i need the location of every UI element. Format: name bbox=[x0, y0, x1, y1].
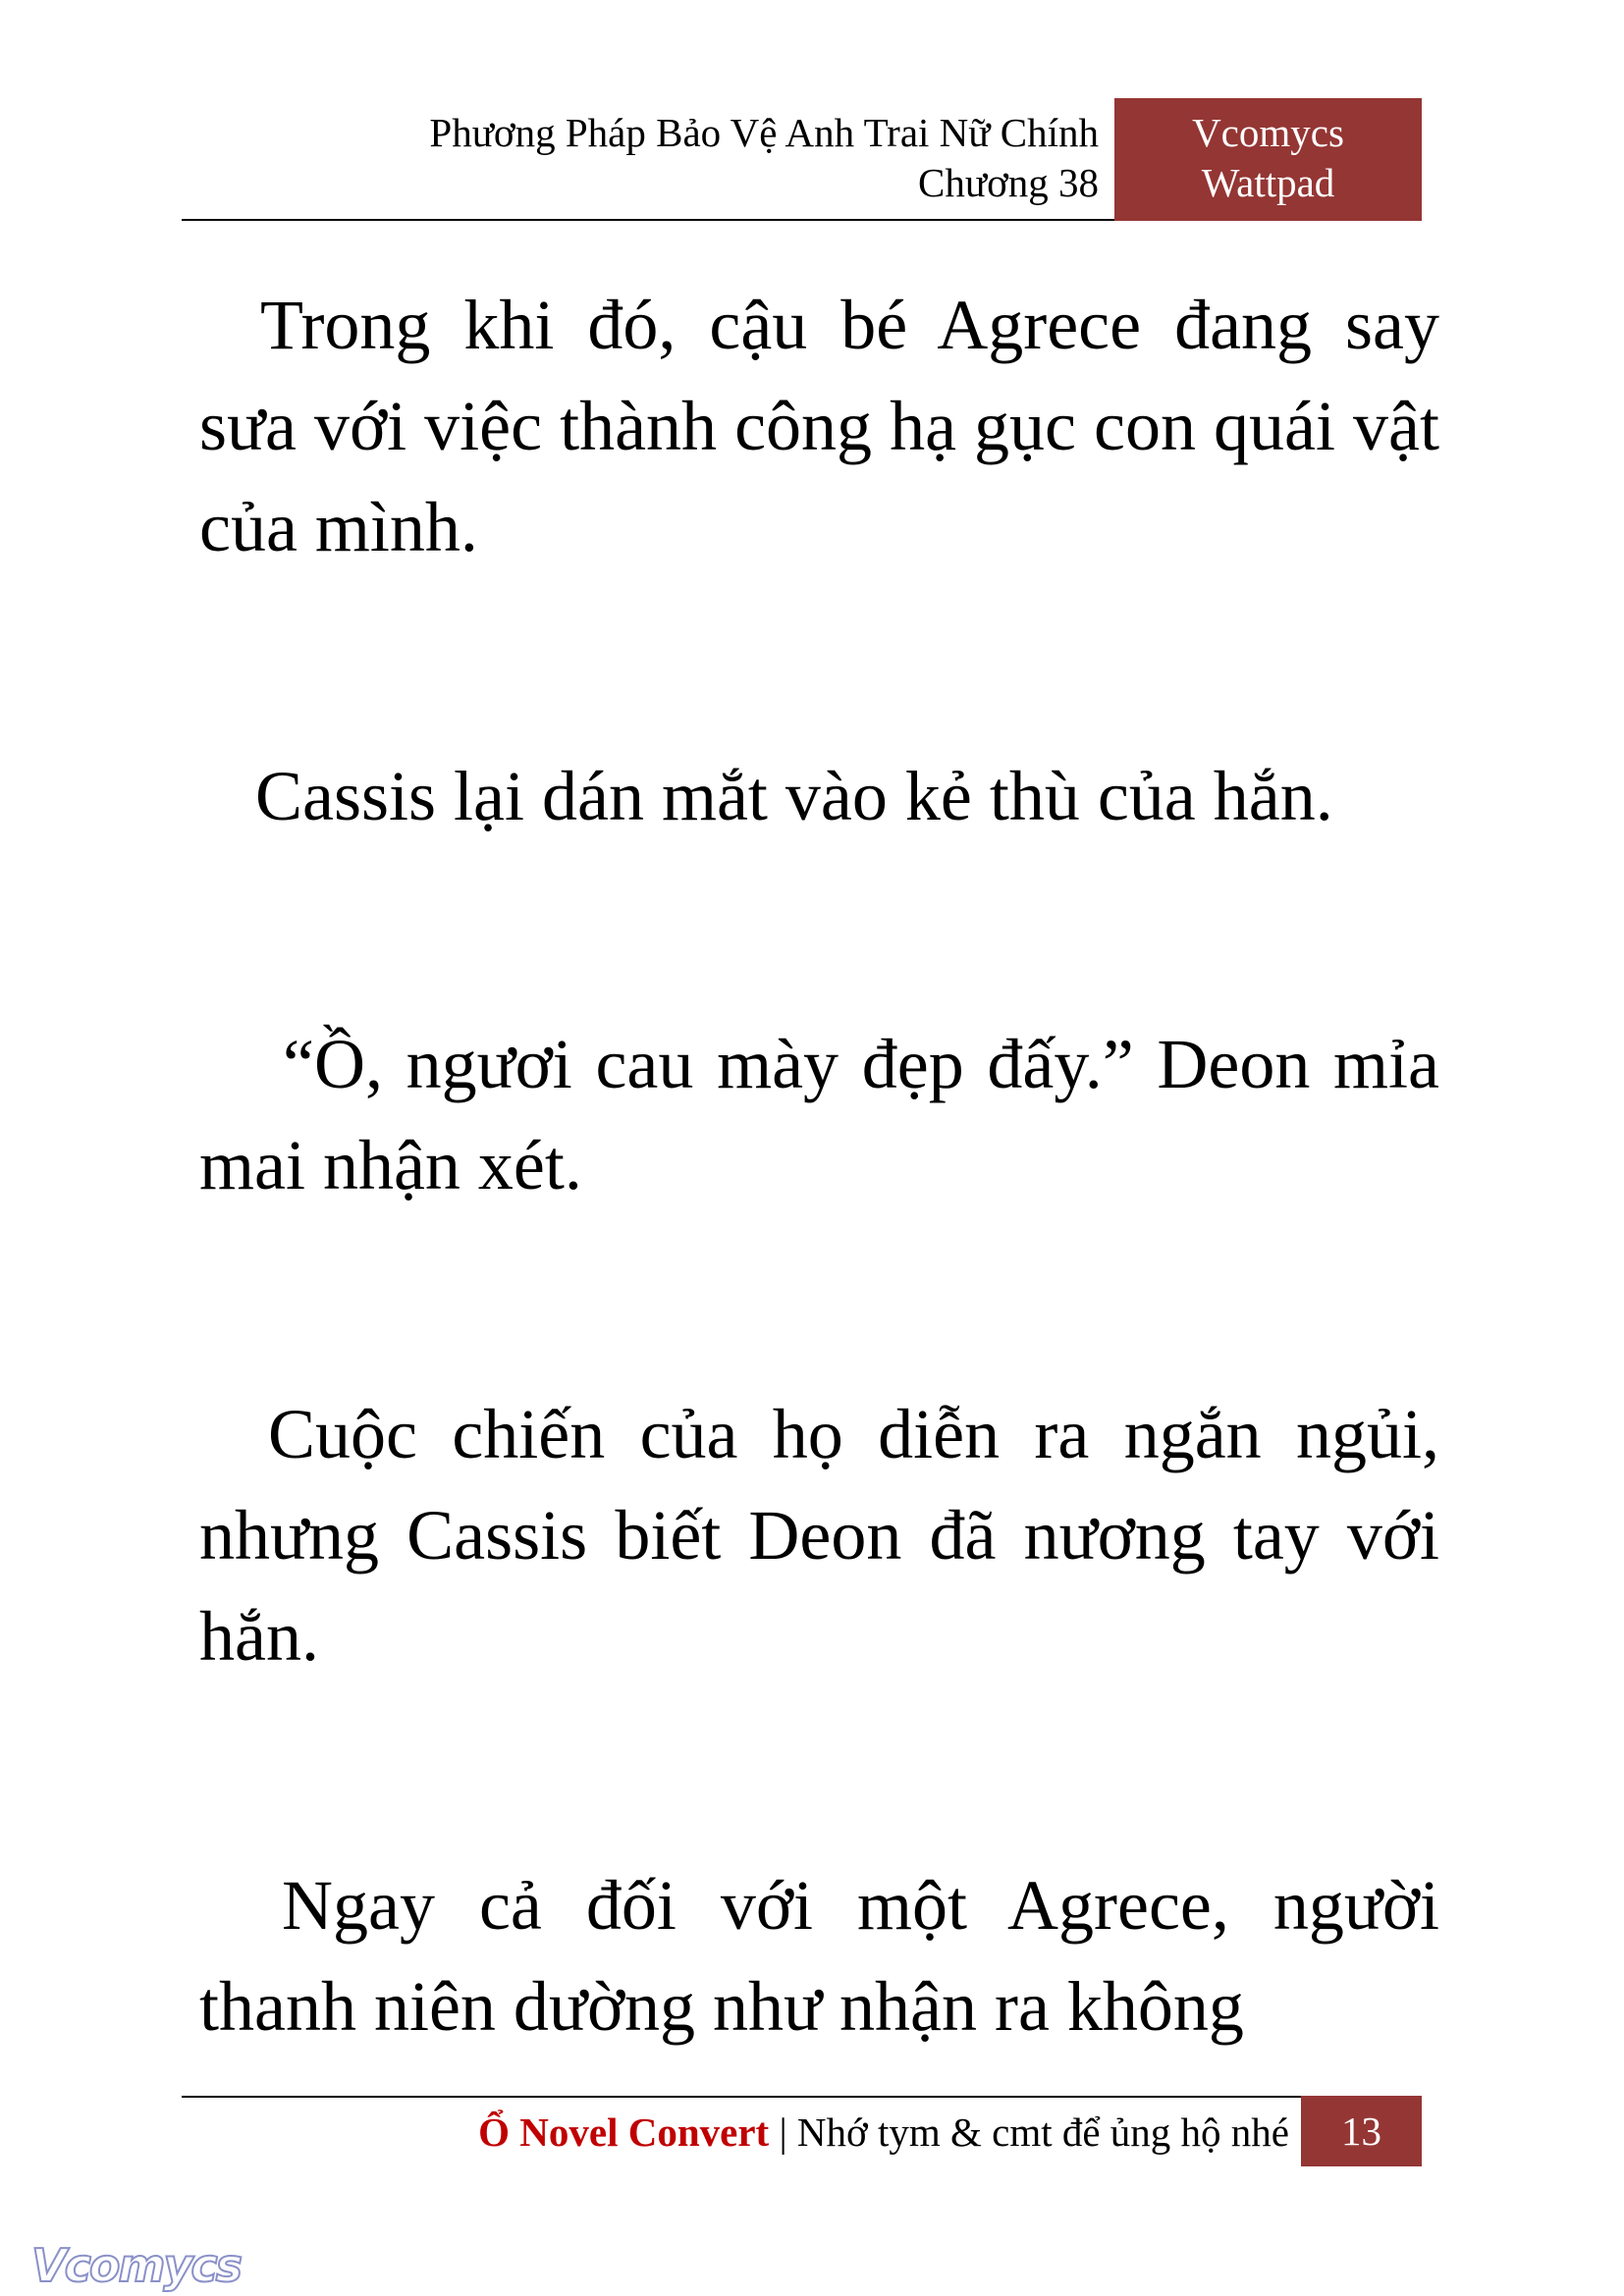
badge-line-vcomycs: Vcomycs bbox=[1192, 110, 1344, 155]
paragraph: Cassis lại dán mắt vào kẻ thù của hắn. bbox=[255, 757, 1333, 835]
header-title-block bbox=[182, 98, 1114, 220]
header-rule bbox=[182, 219, 1114, 221]
footer-text bbox=[478, 2106, 1289, 2160]
paragraph: “Ồ, ngươi cau mày đẹp đấy.” Deon mỉa mai nhận xét. bbox=[199, 1025, 1439, 1204]
footer-separator: | bbox=[779, 2109, 787, 2155]
chapter-body bbox=[199, 275, 1439, 2057]
page-footer bbox=[182, 2096, 1422, 2164]
chapter-label: Chương 38 bbox=[918, 160, 1099, 205]
footer-brand: Ổ Novel Convert bbox=[478, 2109, 770, 2155]
paragraph: Ngay cả đối với một Agrece, người thanh niên dường như nhận ra không bbox=[199, 1866, 1439, 2046]
paragraph: Trong khi đó, cậu bé Agrece đang say sưa với việc thành công hạ gục con quái vật của mình. bbox=[199, 286, 1439, 566]
vcomycs-logo-icon bbox=[27, 2236, 244, 2295]
page-number: 13 bbox=[1301, 2096, 1422, 2166]
page-header bbox=[182, 98, 1422, 220]
footer-note: Nhớ tym & cmt để ủng hộ nhé bbox=[796, 2109, 1289, 2155]
book-title: Phương Pháp Bảo Vệ Anh Trai Nữ Chính bbox=[429, 110, 1099, 155]
paragraph: Cuộc chiến của họ diễn ra ngắn ngủi, nhưng Cassis biết Deon đã nương tay với hắn. bbox=[199, 1395, 1439, 1676]
svg-text:Vcomycs: Vcomycs bbox=[31, 2239, 242, 2292]
badge-line-wattpad: Wattpad bbox=[1201, 160, 1335, 205]
header-badge bbox=[1114, 98, 1422, 221]
footer-rule bbox=[182, 2096, 1301, 2098]
